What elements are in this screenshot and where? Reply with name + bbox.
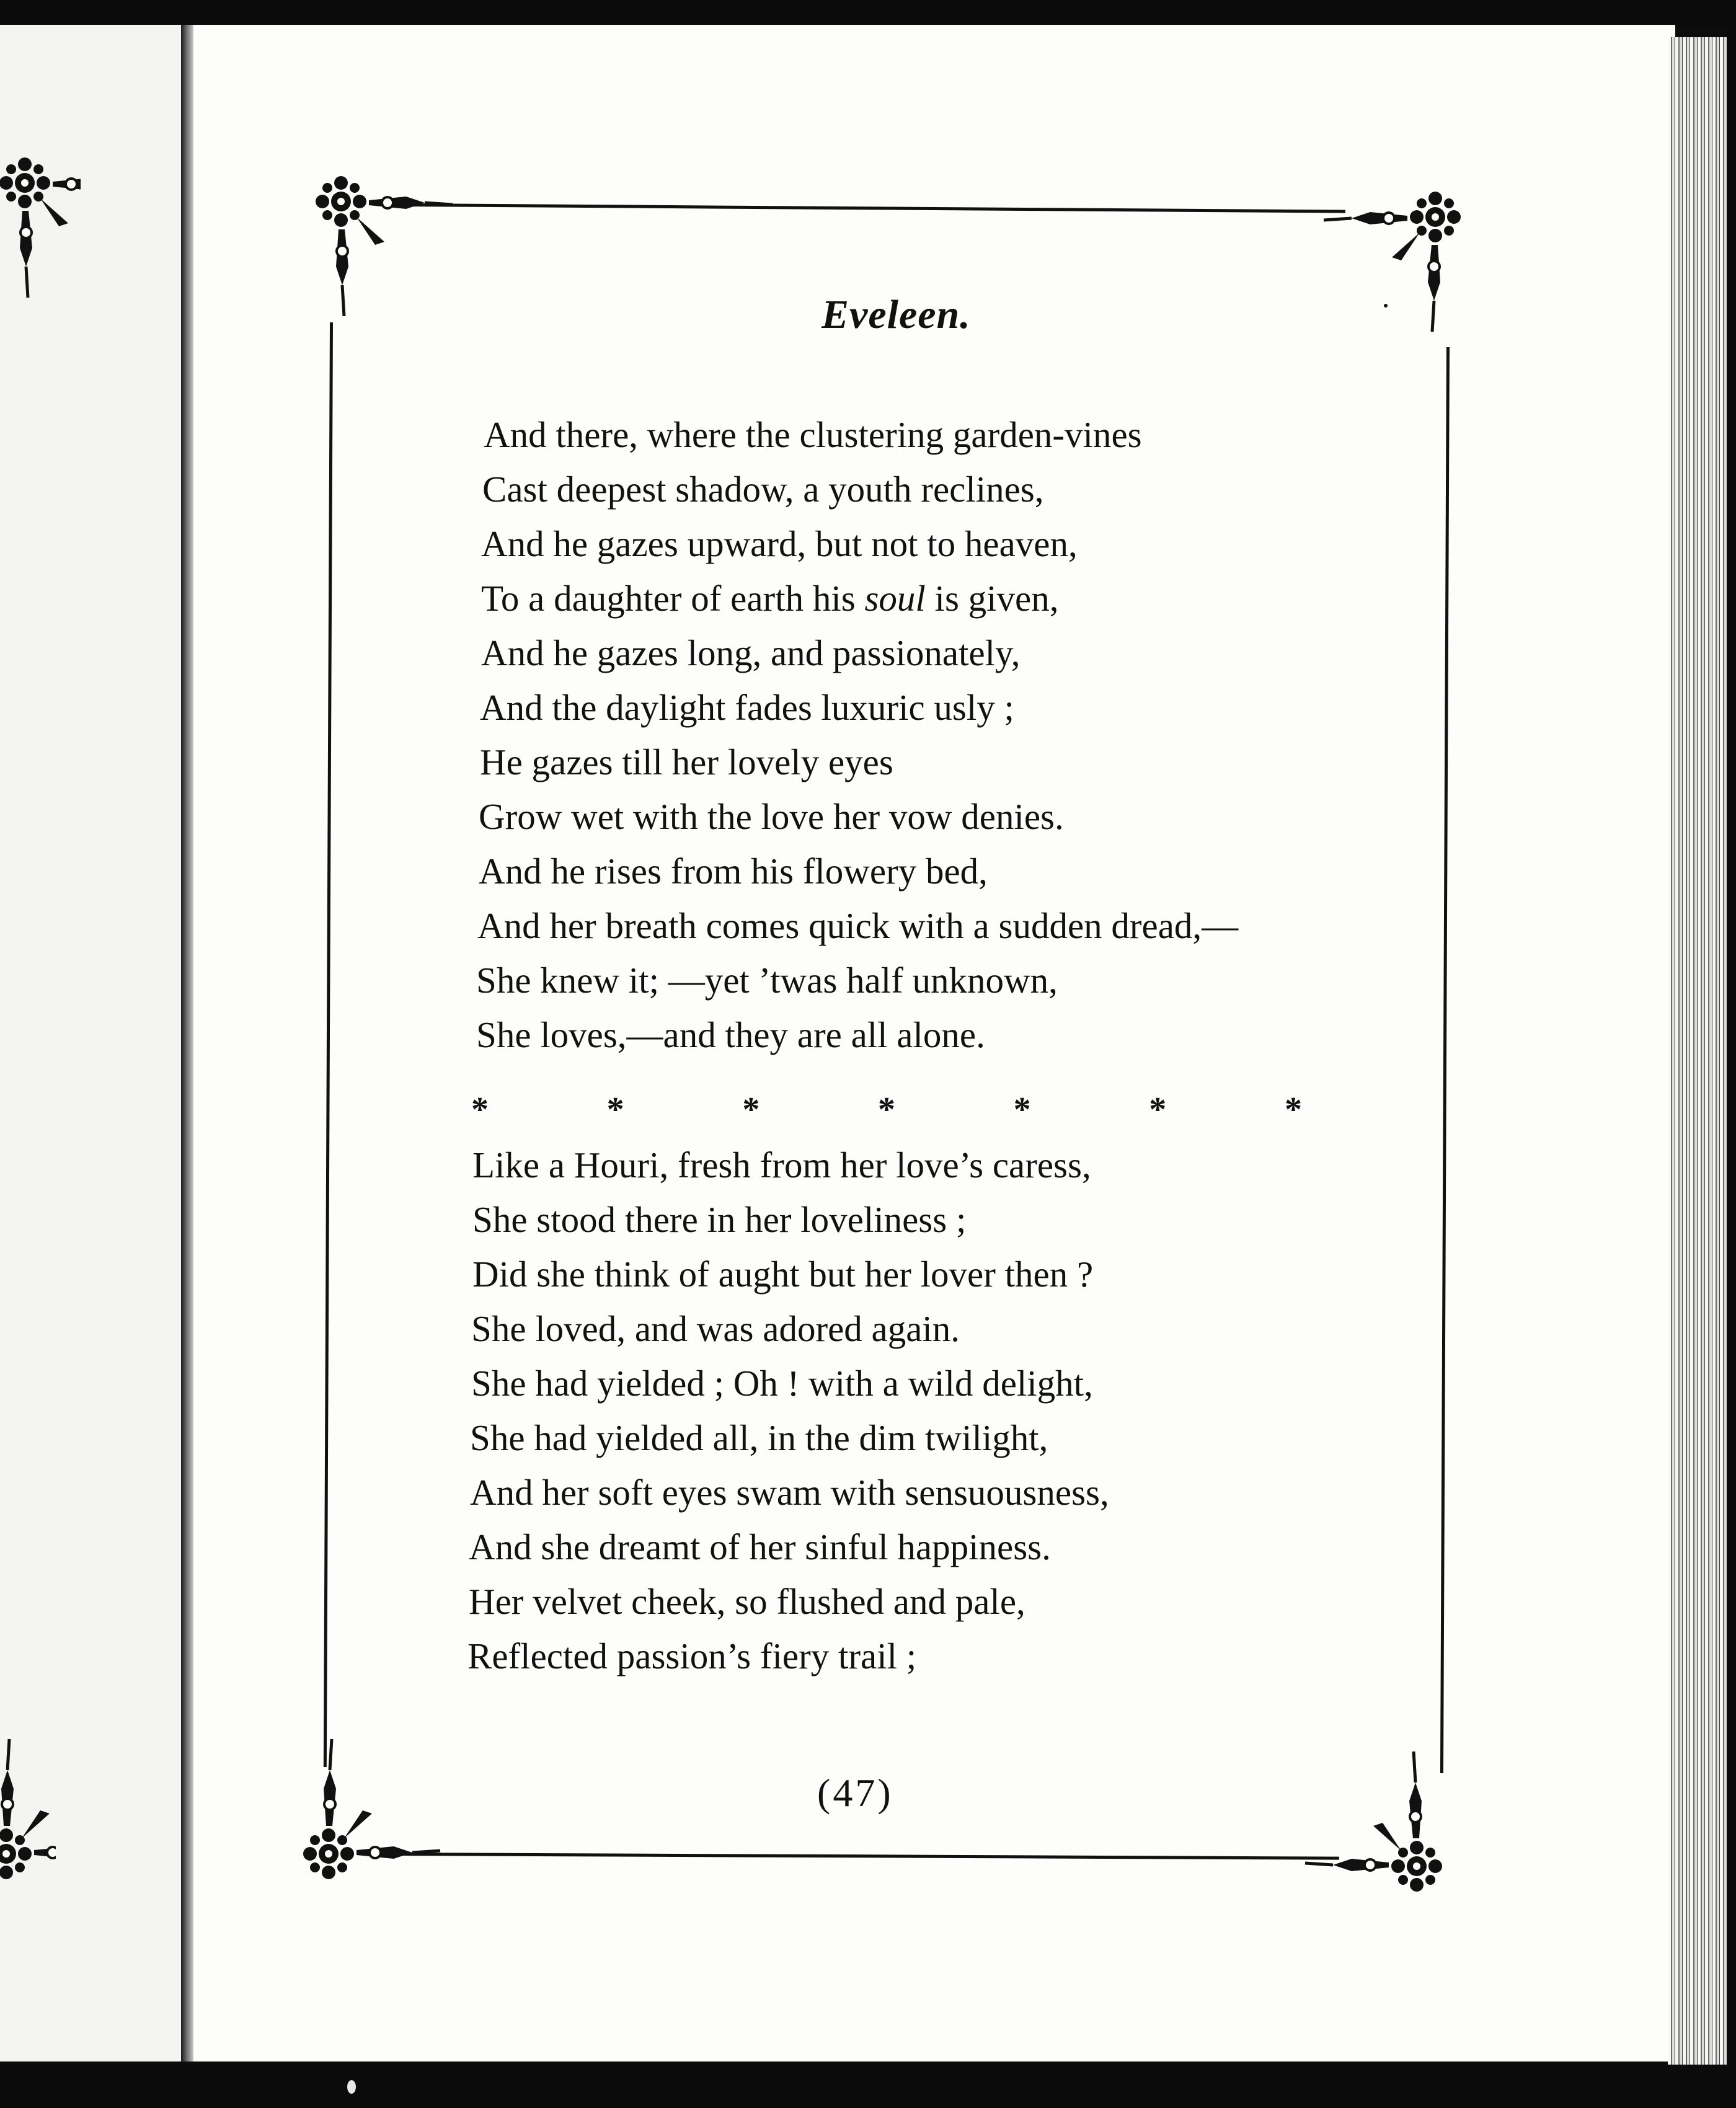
poem-line: And he gazes long, and passionately, bbox=[481, 632, 1021, 673]
asterisk: * bbox=[1284, 1091, 1302, 1129]
scan-top-edge bbox=[0, 0, 1736, 27]
book-gutter bbox=[181, 25, 195, 2062]
poem-line: And he gazes upward, but not to heaven, bbox=[481, 523, 1078, 564]
asterisk: * bbox=[1149, 1091, 1167, 1129]
poem-title: Eveleen. bbox=[822, 292, 971, 337]
poem-line: Reflected passion’s fiery trail ; bbox=[467, 1636, 917, 1676]
poem-line: And her breath comes quick with a sudden dread,— bbox=[477, 905, 1239, 946]
section-break bbox=[471, 1090, 1302, 1130]
italic-word: soul bbox=[864, 578, 926, 619]
poem-line: And he rises from his flowery bed, bbox=[479, 851, 988, 892]
scan-bottom-edge bbox=[0, 2065, 1736, 2108]
poem-line: Her velvet cheek, so flushed and pale, bbox=[469, 1581, 1025, 1622]
poem-line: And there, where the clustering garden-vines bbox=[484, 414, 1142, 455]
poem-line: She had yielded all, in the dim twilight, bbox=[470, 1417, 1048, 1458]
poem-line: And the daylight fades luxuric usly ; bbox=[480, 687, 1014, 728]
asterisk: * bbox=[471, 1091, 489, 1129]
facing-page-ornament-icon bbox=[0, 140, 81, 319]
fleur-corner-ornament-icon bbox=[285, 1736, 446, 1897]
poem-line-text: is given, bbox=[925, 578, 1059, 619]
poem-line: She loved, and was adored again. bbox=[471, 1308, 960, 1349]
fleur-corner-ornament-icon bbox=[1299, 1748, 1460, 1910]
page-fore-edge bbox=[1668, 37, 1727, 2065]
poem-line-text: To a daughter of earth his bbox=[481, 578, 856, 619]
poem-line: He gazes till her lovely eyes bbox=[480, 742, 893, 782]
scan-artifact bbox=[347, 2080, 356, 2094]
asterisk: * bbox=[877, 1091, 895, 1129]
fleur-corner-ornament-icon bbox=[1318, 174, 1479, 335]
asterisk: * bbox=[742, 1091, 760, 1129]
poem-line: And she dreamt of her sinful happiness. bbox=[469, 1526, 1051, 1567]
asterisk: * bbox=[606, 1091, 624, 1129]
poem-line: And her soft eyes swam with sensuousness, bbox=[470, 1472, 1109, 1513]
poem-line: Cast deepest shadow, a youth reclines, bbox=[482, 469, 1044, 510]
ink-speck bbox=[1384, 304, 1388, 308]
asterisk: * bbox=[1013, 1091, 1031, 1129]
fleur-corner-ornament-icon bbox=[298, 158, 459, 319]
facing-page-ornament-icon bbox=[0, 1711, 56, 1897]
page-number: (47) bbox=[817, 1771, 893, 1815]
poem-line: Grow wet with the love her vow denies. bbox=[479, 796, 1064, 837]
poem-line: She loves,—and they are all alone. bbox=[476, 1014, 985, 1055]
poem-line: Did she think of aught but her lover then ? bbox=[472, 1254, 1094, 1295]
poem-line: She had yielded ; Oh ! with a wild delight, bbox=[471, 1363, 1093, 1404]
poem-line: She knew it; —yet ’twas half unknown, bbox=[476, 960, 1058, 1001]
scan-right-edge bbox=[1727, 0, 1736, 2108]
poem-line: Like a Houri, fresh from her love’s caress, bbox=[472, 1145, 1091, 1185]
poem-line: She stood there in her loveliness ; bbox=[472, 1199, 967, 1240]
poem-line bbox=[481, 580, 1058, 617]
